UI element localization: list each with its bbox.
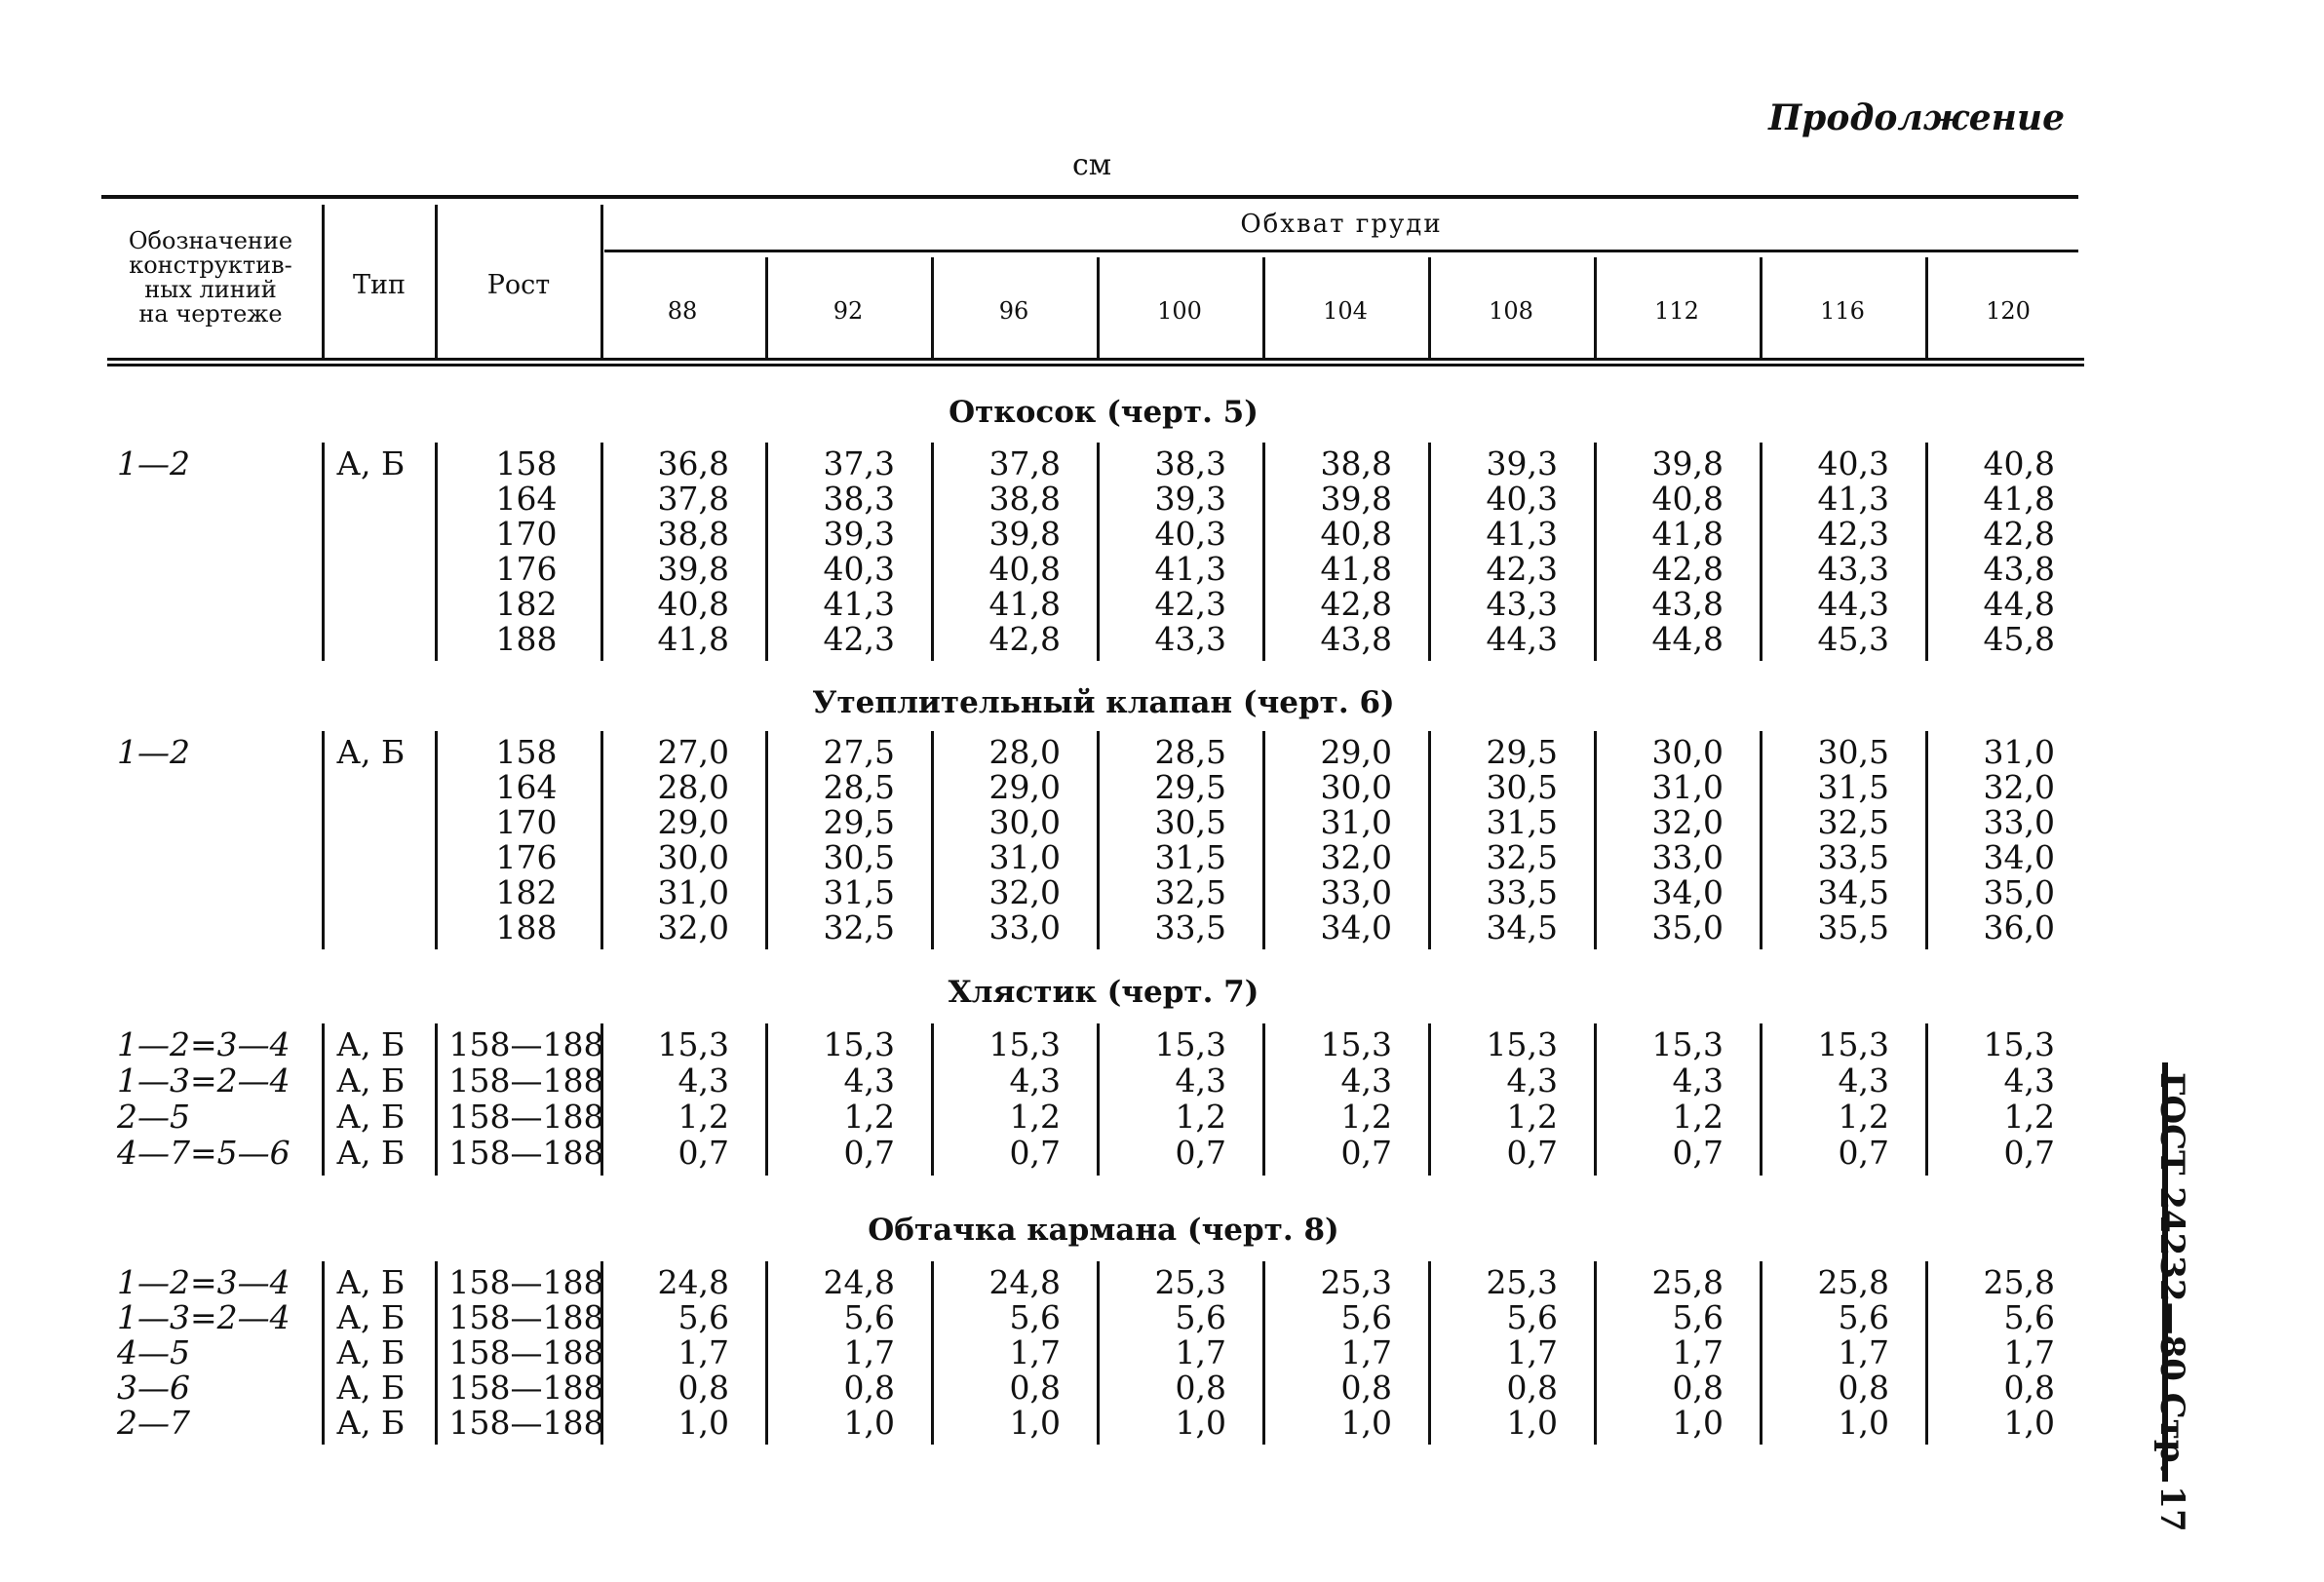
table-row	[0, 446, 2145, 482]
line-designation: 4—5	[117, 1333, 190, 1371]
measurement-value: 31,5	[1817, 768, 1889, 806]
measurement-value: 15,3	[988, 1025, 1061, 1063]
table-row	[0, 1335, 2145, 1370]
chest-girth-column-header: 112	[1654, 297, 1699, 325]
measurement-value: 1,7	[843, 1333, 895, 1371]
measurement-value: 37,3	[823, 444, 895, 482]
measurement-value: 31,5	[823, 873, 895, 911]
measurement-value: 1,7	[1175, 1333, 1226, 1371]
figure-type: А, Б	[336, 1025, 406, 1063]
figure-type: А, Б	[336, 1404, 406, 1442]
measurement-value: 39,8	[988, 515, 1061, 553]
measurement-value: 1,0	[678, 1404, 729, 1442]
measurement-value: 33,0	[1983, 803, 2055, 841]
measurement-value: 1,0	[2003, 1404, 2055, 1442]
measurement-value: 42,8	[1983, 515, 2055, 553]
measurement-value: 33,5	[1817, 838, 1889, 876]
table-row	[0, 875, 2145, 910]
measurement-value: 1,7	[1340, 1333, 1392, 1371]
header-column-divider	[931, 257, 934, 359]
measurement-value: 4,3	[1672, 1061, 1724, 1100]
measurement-value: 1,2	[843, 1098, 895, 1136]
measurement-value: 43,3	[1154, 620, 1226, 658]
measurement-value: 38,8	[988, 480, 1061, 518]
table-row	[0, 587, 2145, 622]
measurement-value: 24,8	[988, 1263, 1061, 1301]
measurement-value: 40,8	[657, 585, 729, 623]
measurement-value: 25,3	[1486, 1263, 1558, 1301]
section-title: Хлястик (черт. 7)	[948, 975, 1259, 1010]
measurement-value: 15,3	[1651, 1025, 1724, 1063]
figure-type: А, Б	[336, 1134, 406, 1172]
measurement-value: 29,5	[1486, 733, 1558, 771]
figure-type: А, Б	[336, 1369, 406, 1407]
measurement-value: 15,3	[1817, 1025, 1889, 1063]
height-value: 158—188	[448, 1134, 604, 1172]
chest-girth-rule	[604, 250, 2078, 252]
measurement-value: 44,8	[1983, 585, 2055, 623]
header-column-divider	[1428, 257, 1431, 359]
measurement-value: 0,7	[1506, 1134, 1558, 1172]
measurement-value: 32,0	[1983, 768, 2055, 806]
measurement-value: 4,3	[1175, 1061, 1226, 1100]
measurement-value: 42,3	[1154, 585, 1226, 623]
measurement-value: 1,2	[1838, 1098, 1889, 1136]
measurement-value: 41,8	[1320, 550, 1392, 588]
measurement-value: 31,5	[1486, 803, 1558, 841]
measurement-value: 1,7	[1009, 1333, 1061, 1371]
measurement-value: 15,3	[823, 1025, 895, 1063]
measurement-value: 31,0	[988, 838, 1061, 876]
measurement-value: 41,8	[1983, 480, 2055, 518]
unit-label: см	[1072, 148, 1112, 182]
measurement-value: 31,5	[1154, 838, 1226, 876]
measurement-value: 25,8	[1817, 1263, 1889, 1301]
measurement-value: 32,5	[1486, 838, 1558, 876]
header-bottom-rule	[107, 358, 2084, 361]
measurement-value: 38,8	[1320, 444, 1392, 482]
measurement-value: 1,2	[2003, 1098, 2055, 1136]
measurement-value: 35,5	[1817, 908, 1889, 946]
measurement-value: 39,3	[1486, 444, 1558, 482]
table-row	[0, 770, 2145, 805]
measurement-value: 29,0	[988, 768, 1061, 806]
measurement-value: 4,3	[1009, 1061, 1061, 1100]
line-designation: 1—3=2—4	[117, 1061, 290, 1100]
measurement-value: 31,0	[657, 873, 729, 911]
header-column-divider	[1925, 257, 1928, 359]
measurement-value: 34,5	[1486, 908, 1558, 946]
table-row	[0, 1063, 2145, 1099]
measurement-value: 43,8	[1320, 620, 1392, 658]
measurement-value: 1,7	[1838, 1333, 1889, 1371]
measurement-value: 15,3	[657, 1025, 729, 1063]
measurement-value: 5,6	[843, 1298, 895, 1336]
measurement-value: 0,7	[1672, 1134, 1724, 1172]
height-value: 158—188	[448, 1333, 604, 1371]
height-value: 176	[495, 838, 558, 876]
table-row	[0, 735, 2145, 770]
table-row	[0, 1300, 2145, 1335]
measurement-value: 45,8	[1983, 620, 2055, 658]
measurement-value: 0,8	[1009, 1369, 1061, 1407]
measurement-value: 31,0	[1320, 803, 1392, 841]
height-header: Рост	[486, 270, 551, 300]
header-column-divider	[1097, 257, 1100, 359]
height-value: 158—188	[448, 1298, 604, 1336]
table-row	[0, 805, 2145, 840]
measurement-value: 37,8	[988, 444, 1061, 482]
measurement-value: 5,6	[1175, 1298, 1226, 1336]
measurement-value: 15,3	[1983, 1025, 2055, 1063]
measurement-value: 35,0	[1983, 873, 2055, 911]
measurement-value: 5,6	[1340, 1298, 1392, 1336]
measurement-value: 39,3	[1154, 480, 1226, 518]
measurement-value: 36,8	[657, 444, 729, 482]
measurement-value: 0,8	[2003, 1369, 2055, 1407]
measurement-value: 44,8	[1651, 620, 1724, 658]
table-row	[0, 1100, 2145, 1135]
table-row	[0, 622, 2145, 657]
measurement-value: 36,0	[1983, 908, 2055, 946]
measurement-value: 5,6	[1506, 1298, 1558, 1336]
measurement-value: 30,5	[1817, 733, 1889, 771]
measurement-value: 40,3	[1154, 515, 1226, 553]
measurement-value: 40,3	[1817, 444, 1889, 482]
measurement-value: 0,8	[1672, 1369, 1724, 1407]
header-column-divider	[765, 257, 768, 359]
measurement-value: 41,8	[1651, 515, 1724, 553]
height-value: 176	[495, 550, 558, 588]
header-column-divider	[1594, 257, 1597, 359]
height-value: 170	[495, 803, 558, 841]
measurement-value: 39,8	[657, 550, 729, 588]
section-title: Утеплительный клапан (черт. 6)	[812, 685, 1395, 720]
measurement-value: 42,3	[823, 620, 895, 658]
measurement-value: 44,3	[1817, 585, 1889, 623]
measurement-value: 40,8	[1651, 480, 1724, 518]
measurement-value: 31,0	[1983, 733, 2055, 771]
designation-header: Обозначение конструктив- ных линий на чертеже	[128, 227, 293, 328]
header-divider	[600, 205, 603, 361]
measurement-value: 44,3	[1486, 620, 1558, 658]
header-bottom-rule-2	[107, 364, 2084, 367]
height-value: 158—188	[448, 1369, 604, 1407]
measurement-value: 0,7	[1838, 1134, 1889, 1172]
chest-girth-column-header: 108	[1489, 297, 1533, 325]
measurement-value: 28,5	[1154, 733, 1226, 771]
section-title: Обтачка кармана (черт. 8)	[868, 1213, 1339, 1248]
line-designation: 1—2=3—4	[117, 1263, 290, 1301]
measurement-value: 41,3	[1154, 550, 1226, 588]
measurement-value: 0,7	[843, 1134, 895, 1172]
measurement-value: 0,7	[678, 1134, 729, 1172]
measurement-value: 34,0	[1651, 873, 1724, 911]
height-value: 164	[495, 768, 558, 806]
measurement-value: 25,3	[1320, 1263, 1392, 1301]
figure-type: А, Б	[336, 444, 406, 482]
figure-type: А, Б	[336, 1333, 406, 1371]
measurement-value: 0,7	[1175, 1134, 1226, 1172]
measurement-value: 4,3	[1506, 1061, 1558, 1100]
chest-girth-header: Обхват груди	[1240, 210, 1443, 239]
measurement-value: 27,0	[657, 733, 729, 771]
measurement-value: 25,8	[1983, 1263, 2055, 1301]
measurement-value: 28,5	[823, 768, 895, 806]
measurement-value: 30,5	[1154, 803, 1226, 841]
measurement-value: 0,8	[678, 1369, 729, 1407]
measurement-value: 29,5	[823, 803, 895, 841]
measurement-value: 41,8	[988, 585, 1061, 623]
table-row	[0, 552, 2145, 587]
measurement-value: 33,5	[1486, 873, 1558, 911]
header-column-divider	[1760, 257, 1762, 359]
measurement-value: 41,3	[1486, 515, 1558, 553]
line-designation: 4—7=5—6	[117, 1134, 290, 1172]
measurement-value: 42,3	[1817, 515, 1889, 553]
height-value: 188	[495, 908, 558, 946]
measurement-value: 41,3	[1817, 480, 1889, 518]
measurement-value: 4,3	[843, 1061, 895, 1100]
measurement-value: 30,5	[1486, 768, 1558, 806]
measurement-value: 27,5	[823, 733, 895, 771]
measurement-value: 40,8	[988, 550, 1061, 588]
measurement-value: 1,0	[843, 1404, 895, 1442]
measurement-value: 15,3	[1320, 1025, 1392, 1063]
measurement-value: 0,7	[1340, 1134, 1392, 1172]
measurement-value: 5,6	[1009, 1298, 1061, 1336]
height-value: 158—188	[448, 1061, 604, 1100]
measurement-value: 41,8	[657, 620, 729, 658]
measurement-value: 1,2	[1340, 1098, 1392, 1136]
measurement-value: 15,3	[1154, 1025, 1226, 1063]
measurement-value: 42,3	[1486, 550, 1558, 588]
measurement-value: 39,8	[1320, 480, 1392, 518]
measurement-value: 30,0	[988, 803, 1061, 841]
header-divider	[322, 205, 325, 361]
height-value: 182	[495, 585, 558, 623]
measurement-value: 38,3	[1154, 444, 1226, 482]
type-header: Тип	[353, 270, 406, 300]
measurement-value: 1,2	[678, 1098, 729, 1136]
measurement-value: 32,0	[1320, 838, 1392, 876]
figure-type: А, Б	[336, 1061, 406, 1100]
chest-girth-column-header: 104	[1323, 297, 1368, 325]
height-value: 158	[495, 733, 558, 771]
measurement-value: 0,8	[1506, 1369, 1558, 1407]
table-row	[0, 910, 2145, 945]
table-row	[0, 1370, 2145, 1406]
chest-girth-column-header: 116	[1820, 297, 1865, 325]
chest-girth-column-header: 100	[1157, 297, 1202, 325]
figure-type: А, Б	[336, 1098, 406, 1136]
measurement-value: 29,5	[1154, 768, 1226, 806]
measurement-value: 32,5	[1817, 803, 1889, 841]
measurement-value: 41,3	[823, 585, 895, 623]
height-value: 182	[495, 873, 558, 911]
section-title: Откосок (черт. 5)	[949, 395, 1259, 430]
measurement-value: 1,0	[1838, 1404, 1889, 1442]
measurement-value: 28,0	[988, 733, 1061, 771]
measurement-value: 42,8	[1651, 550, 1724, 588]
height-value: 164	[495, 480, 558, 518]
side-label: ГОСТ 24232—80 Стр. 17	[2152, 1072, 2191, 1532]
height-value: 158—188	[448, 1025, 604, 1063]
measurement-value: 43,3	[1817, 550, 1889, 588]
measurement-value: 31,0	[1651, 768, 1724, 806]
figure-type: А, Б	[336, 733, 406, 771]
measurement-value: 40,3	[1486, 480, 1558, 518]
line-designation: 2—7	[117, 1404, 190, 1442]
measurement-value: 38,8	[657, 515, 729, 553]
table-row	[0, 1265, 2145, 1300]
measurement-value: 30,0	[657, 838, 729, 876]
line-designation: 3—6	[117, 1369, 190, 1407]
measurement-value: 29,0	[657, 803, 729, 841]
header-column-divider	[1262, 257, 1265, 359]
measurement-value: 1,7	[678, 1333, 729, 1371]
measurement-value: 0,7	[2003, 1134, 2055, 1172]
table-row	[0, 1406, 2145, 1441]
measurement-value: 37,8	[657, 480, 729, 518]
measurement-value: 32,0	[1651, 803, 1724, 841]
measurement-value: 24,8	[823, 1263, 895, 1301]
measurement-value: 40,8	[1320, 515, 1392, 553]
measurement-value: 32,0	[988, 873, 1061, 911]
measurement-value: 32,5	[823, 908, 895, 946]
measurement-value: 0,8	[1340, 1369, 1392, 1407]
measurement-value: 34,0	[1983, 838, 2055, 876]
measurement-value: 1,7	[1672, 1333, 1724, 1371]
line-designation: 1—2	[117, 444, 190, 482]
measurement-value: 34,5	[1817, 873, 1889, 911]
line-designation: 1—3=2—4	[117, 1298, 290, 1336]
measurement-value: 30,5	[823, 838, 895, 876]
height-value: 158—188	[448, 1098, 604, 1136]
measurement-value: 1,7	[2003, 1333, 2055, 1371]
measurement-value: 0,8	[843, 1369, 895, 1407]
measurement-value: 32,0	[657, 908, 729, 946]
measurement-value: 4,3	[1838, 1061, 1889, 1100]
height-value: 170	[495, 515, 558, 553]
measurement-value: 34,0	[1320, 908, 1392, 946]
measurement-value: 30,0	[1320, 768, 1392, 806]
measurement-value: 5,6	[1672, 1298, 1724, 1336]
measurement-value: 32,5	[1154, 873, 1226, 911]
header-top-rule	[101, 195, 2078, 199]
height-value: 158	[495, 444, 558, 482]
measurement-value: 39,8	[1651, 444, 1724, 482]
measurement-value: 42,8	[988, 620, 1061, 658]
measurement-value: 1,2	[1009, 1098, 1061, 1136]
measurement-value: 33,5	[1154, 908, 1226, 946]
line-designation: 2—5	[117, 1098, 190, 1136]
measurement-value: 29,0	[1320, 733, 1392, 771]
measurement-value: 1,7	[1506, 1333, 1558, 1371]
line-designation: 1—2	[117, 733, 190, 771]
measurement-value: 43,8	[1651, 585, 1724, 623]
measurement-value: 5,6	[2003, 1298, 2055, 1336]
measurement-value: 42,8	[1320, 585, 1392, 623]
figure-type: А, Б	[336, 1263, 406, 1301]
measurement-value: 5,6	[1838, 1298, 1889, 1336]
line-designation: 1—2=3—4	[117, 1025, 290, 1063]
measurement-value: 25,8	[1651, 1263, 1724, 1301]
table-row	[0, 482, 2145, 517]
measurement-value: 40,3	[823, 550, 895, 588]
measurement-value: 1,0	[1009, 1404, 1061, 1442]
table-row	[0, 840, 2145, 875]
measurement-value: 15,3	[1486, 1025, 1558, 1063]
chest-girth-column-header: 92	[833, 297, 864, 325]
continued-label: Продолжение	[1768, 97, 2065, 138]
chest-girth-column-header: 120	[1986, 297, 2031, 325]
measurement-value: 33,0	[1320, 873, 1392, 911]
measurement-value: 35,0	[1651, 908, 1724, 946]
table-row	[0, 1136, 2145, 1171]
measurement-value: 28,0	[657, 768, 729, 806]
measurement-value: 45,3	[1817, 620, 1889, 658]
measurement-value: 5,6	[678, 1298, 729, 1336]
measurement-value: 25,3	[1154, 1263, 1226, 1301]
measurement-value: 4,3	[678, 1061, 729, 1100]
height-value: 158—188	[448, 1263, 604, 1301]
measurement-value: 0,8	[1175, 1369, 1226, 1407]
measurement-value: 1,2	[1506, 1098, 1558, 1136]
measurement-value: 38,3	[823, 480, 895, 518]
measurement-value: 43,3	[1486, 585, 1558, 623]
measurement-value: 1,0	[1672, 1404, 1724, 1442]
measurement-value: 33,0	[1651, 838, 1724, 876]
measurement-value: 1,2	[1672, 1098, 1724, 1136]
header-divider	[435, 205, 438, 361]
measurement-value: 39,3	[823, 515, 895, 553]
measurement-value: 33,0	[988, 908, 1061, 946]
measurement-value: 0,8	[1838, 1369, 1889, 1407]
measurement-value: 1,2	[1175, 1098, 1226, 1136]
height-value: 188	[495, 620, 558, 658]
chest-girth-column-header: 88	[667, 297, 698, 325]
measurement-value: 4,3	[2003, 1061, 2055, 1100]
height-value: 158—188	[448, 1404, 604, 1442]
measurement-value: 30,0	[1651, 733, 1724, 771]
measurement-value: 1,0	[1340, 1404, 1392, 1442]
measurement-value: 1,0	[1506, 1404, 1558, 1442]
measurement-value: 0,7	[1009, 1134, 1061, 1172]
table-row	[0, 517, 2145, 552]
measurement-value: 40,8	[1983, 444, 2055, 482]
measurement-value: 24,8	[657, 1263, 729, 1301]
chest-girth-column-header: 96	[998, 297, 1029, 325]
measurement-value: 4,3	[1340, 1061, 1392, 1100]
figure-type: А, Б	[336, 1298, 406, 1336]
measurement-value: 43,8	[1983, 550, 2055, 588]
table-row	[0, 1027, 2145, 1062]
measurement-value: 1,0	[1175, 1404, 1226, 1442]
